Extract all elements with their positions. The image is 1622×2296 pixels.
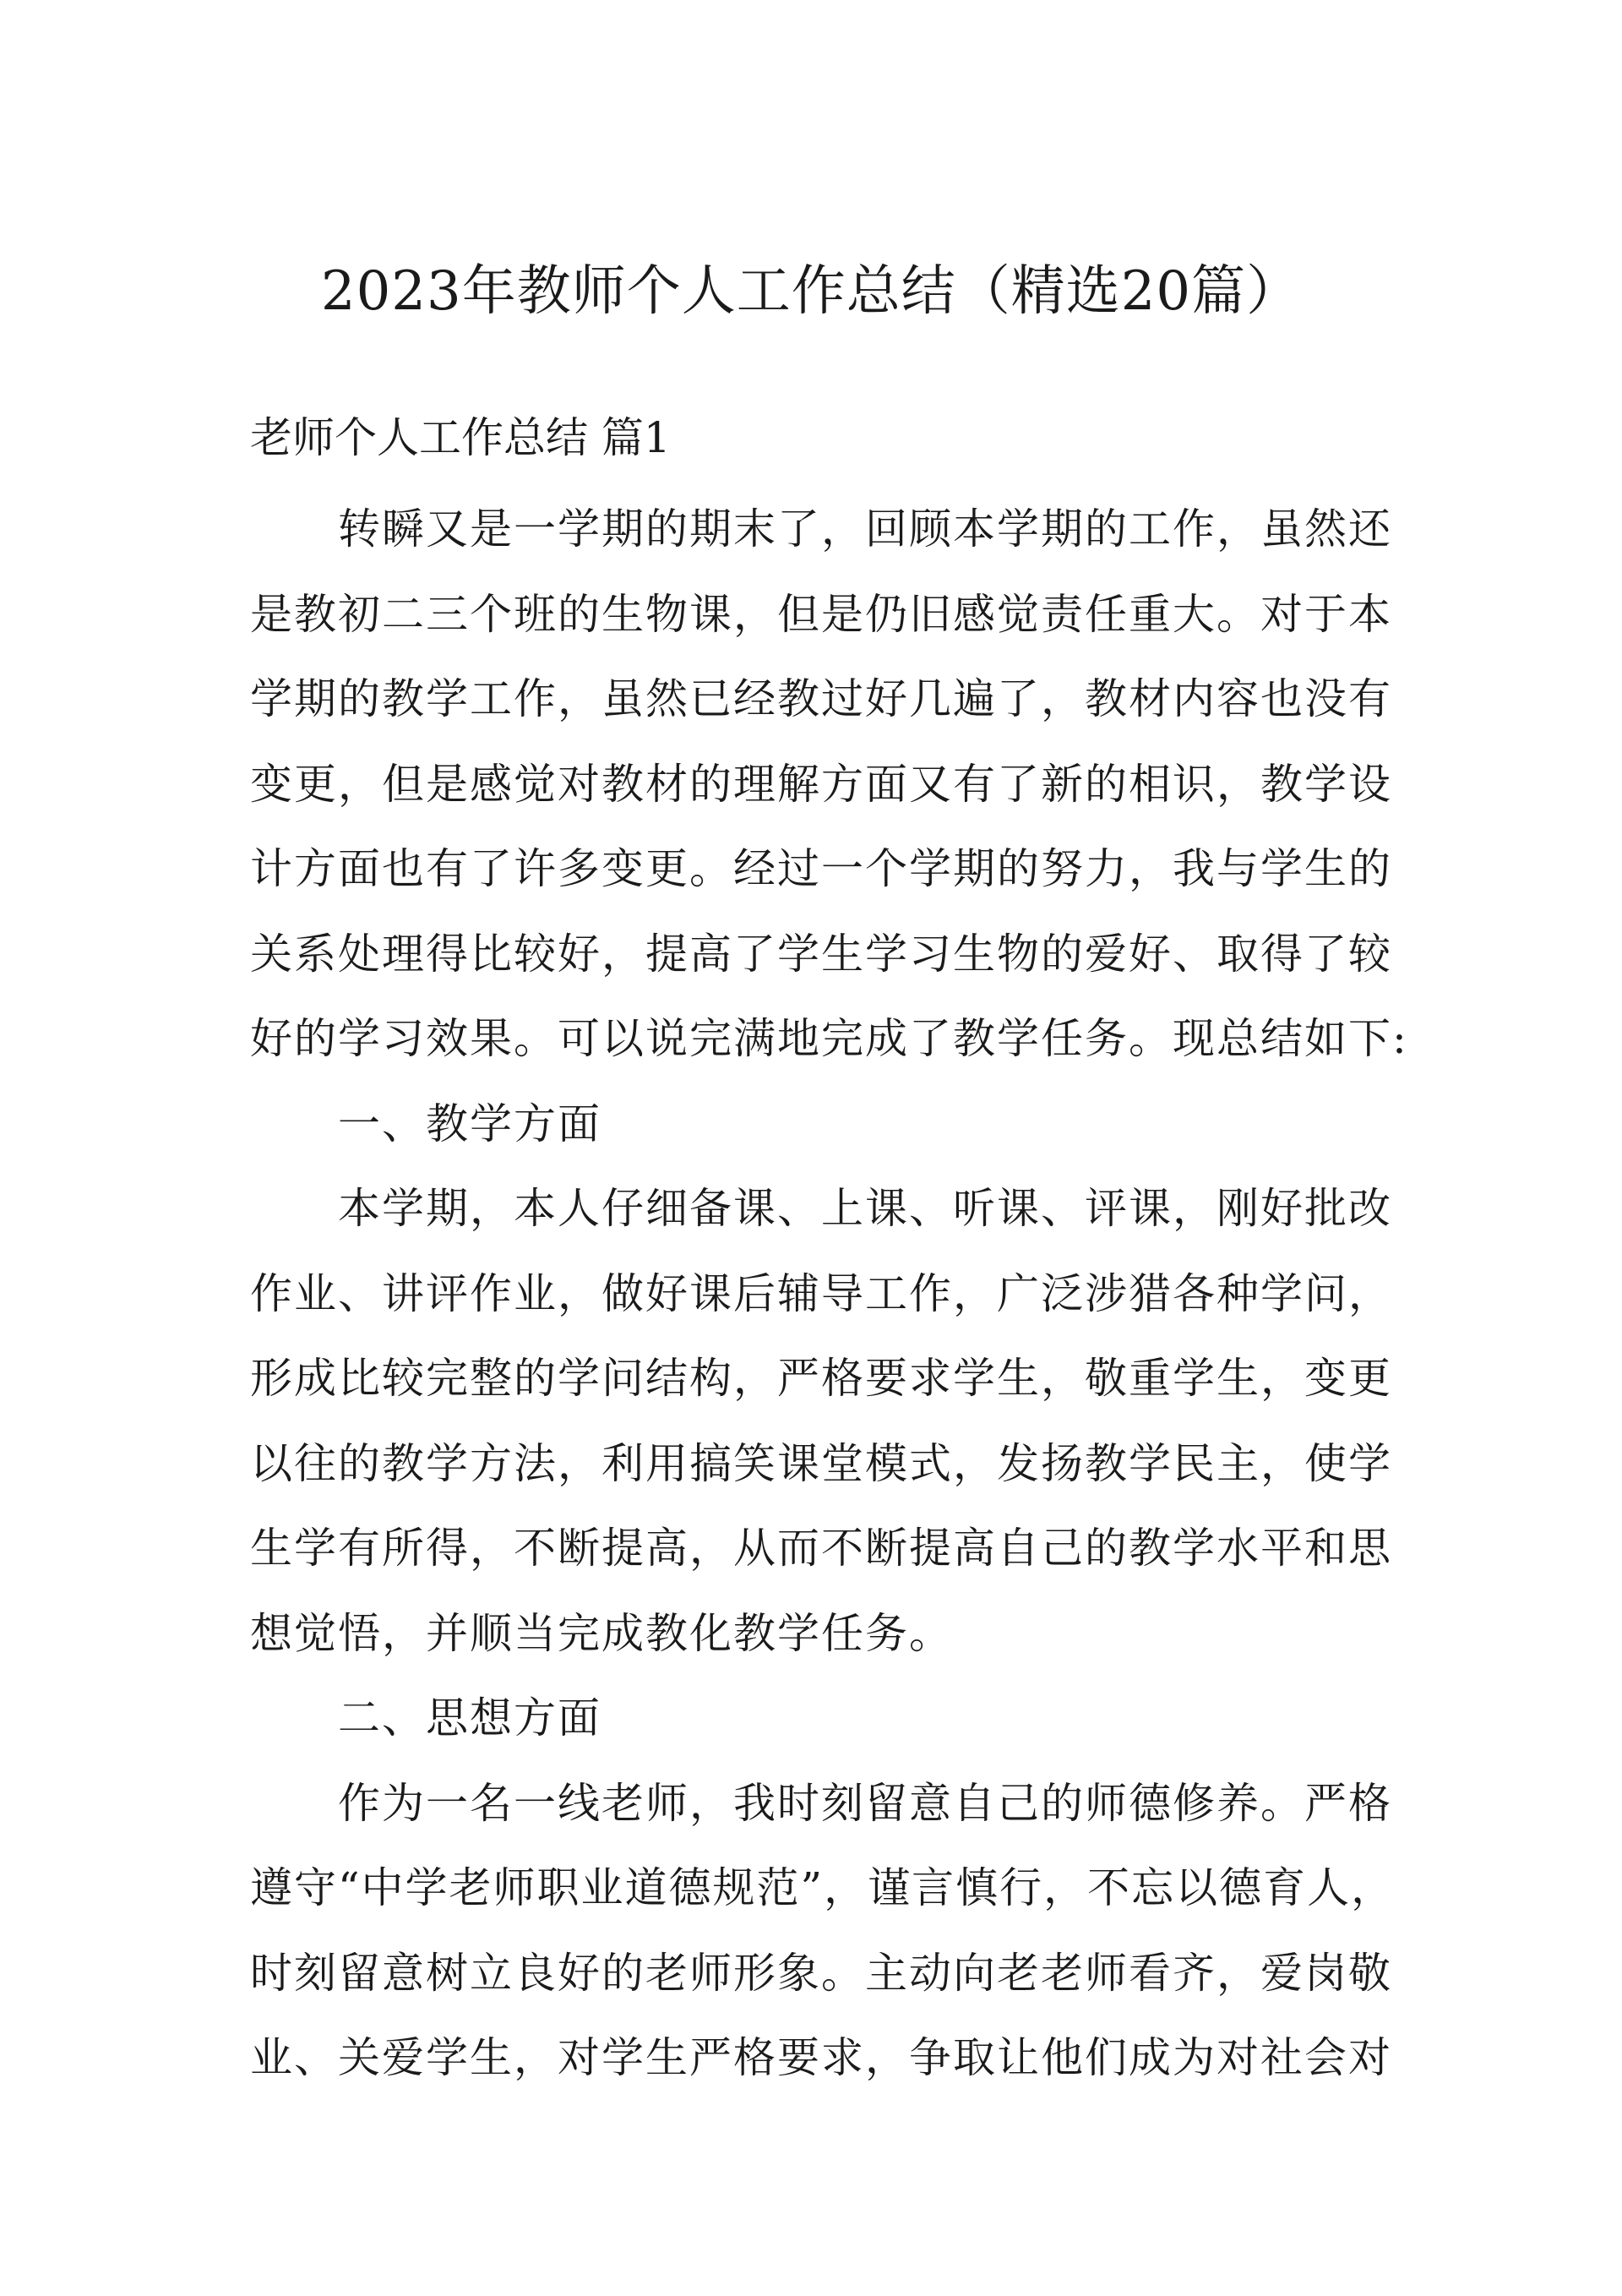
document-title: 2023年教师个人工作总结（精选20篇）	[320, 260, 1302, 323]
paragraph-line: 时刻留意树立良好的老师形象。主动向老老师看齐，爱岗敬	[250, 1948, 1392, 1998]
paragraph-line: 遵守“中学老师职业道德规范”，谨言慎行，不忘以德育人，	[250, 1863, 1396, 1912]
subsection-heading-teaching: 一、教学方面	[338, 1099, 601, 1148]
paragraph-line: 以往的教学方法，利用搞笑课堂模式，发扬教学民主，使学	[250, 1438, 1392, 1488]
paragraph-line: 好的学习效果。可以说完满地完成了教学任务。现总结如下:	[250, 1014, 1408, 1063]
paragraph-line: 学期的教学工作，虽然已经教过好几遍了，教材内容也没有	[250, 674, 1392, 723]
paragraph-line: 是教初二三个班的生物课，但是仍旧感觉责任重大。对于本	[250, 589, 1392, 639]
paragraph-line: 想觉悟，并顺当完成教化教学任务。	[250, 1608, 953, 1658]
document-body	[250, 487, 1408, 2101]
paragraph-line: 计方面也有了许多变更。经过一个学期的努力，我与学生的	[250, 844, 1392, 893]
paragraph-line: 本学期，本人仔细备课、上课、听课、评课，刚好批改	[338, 1184, 1392, 1233]
paragraph-line: 转瞬又是一学期的期末了，回顾本学期的工作，虽然还	[338, 504, 1392, 554]
paragraph-line: 关系处理得比较好，提高了学生学习生物的爱好、取得了较	[250, 929, 1392, 979]
paragraph-line: 作业、讲评作业，做好课后辅导工作，广泛涉猎各种学问，	[250, 1268, 1392, 1318]
paragraph-line: 业、关爱学生，对学生严格要求，争取让他们成为对社会对	[250, 2033, 1392, 2082]
subsection-heading-thought: 二、思想方面	[338, 1693, 601, 1742]
paragraph-line: 生学有所得，不断提高，从而不断提高自己的教学水平和思	[250, 1524, 1392, 1573]
paragraph-line: 形成比较完整的学问结构，严格要求学生，敬重学生，变更	[250, 1354, 1392, 1403]
section-heading: 老师个人工作总结 篇1	[250, 413, 671, 462]
paragraph-line: 作为一名一线老师，我时刻留意自己的师德修养。严格	[338, 1778, 1392, 1828]
paragraph-line: 变更，但是感觉对教材的理解方面又有了新的相识，教学设	[250, 759, 1392, 809]
